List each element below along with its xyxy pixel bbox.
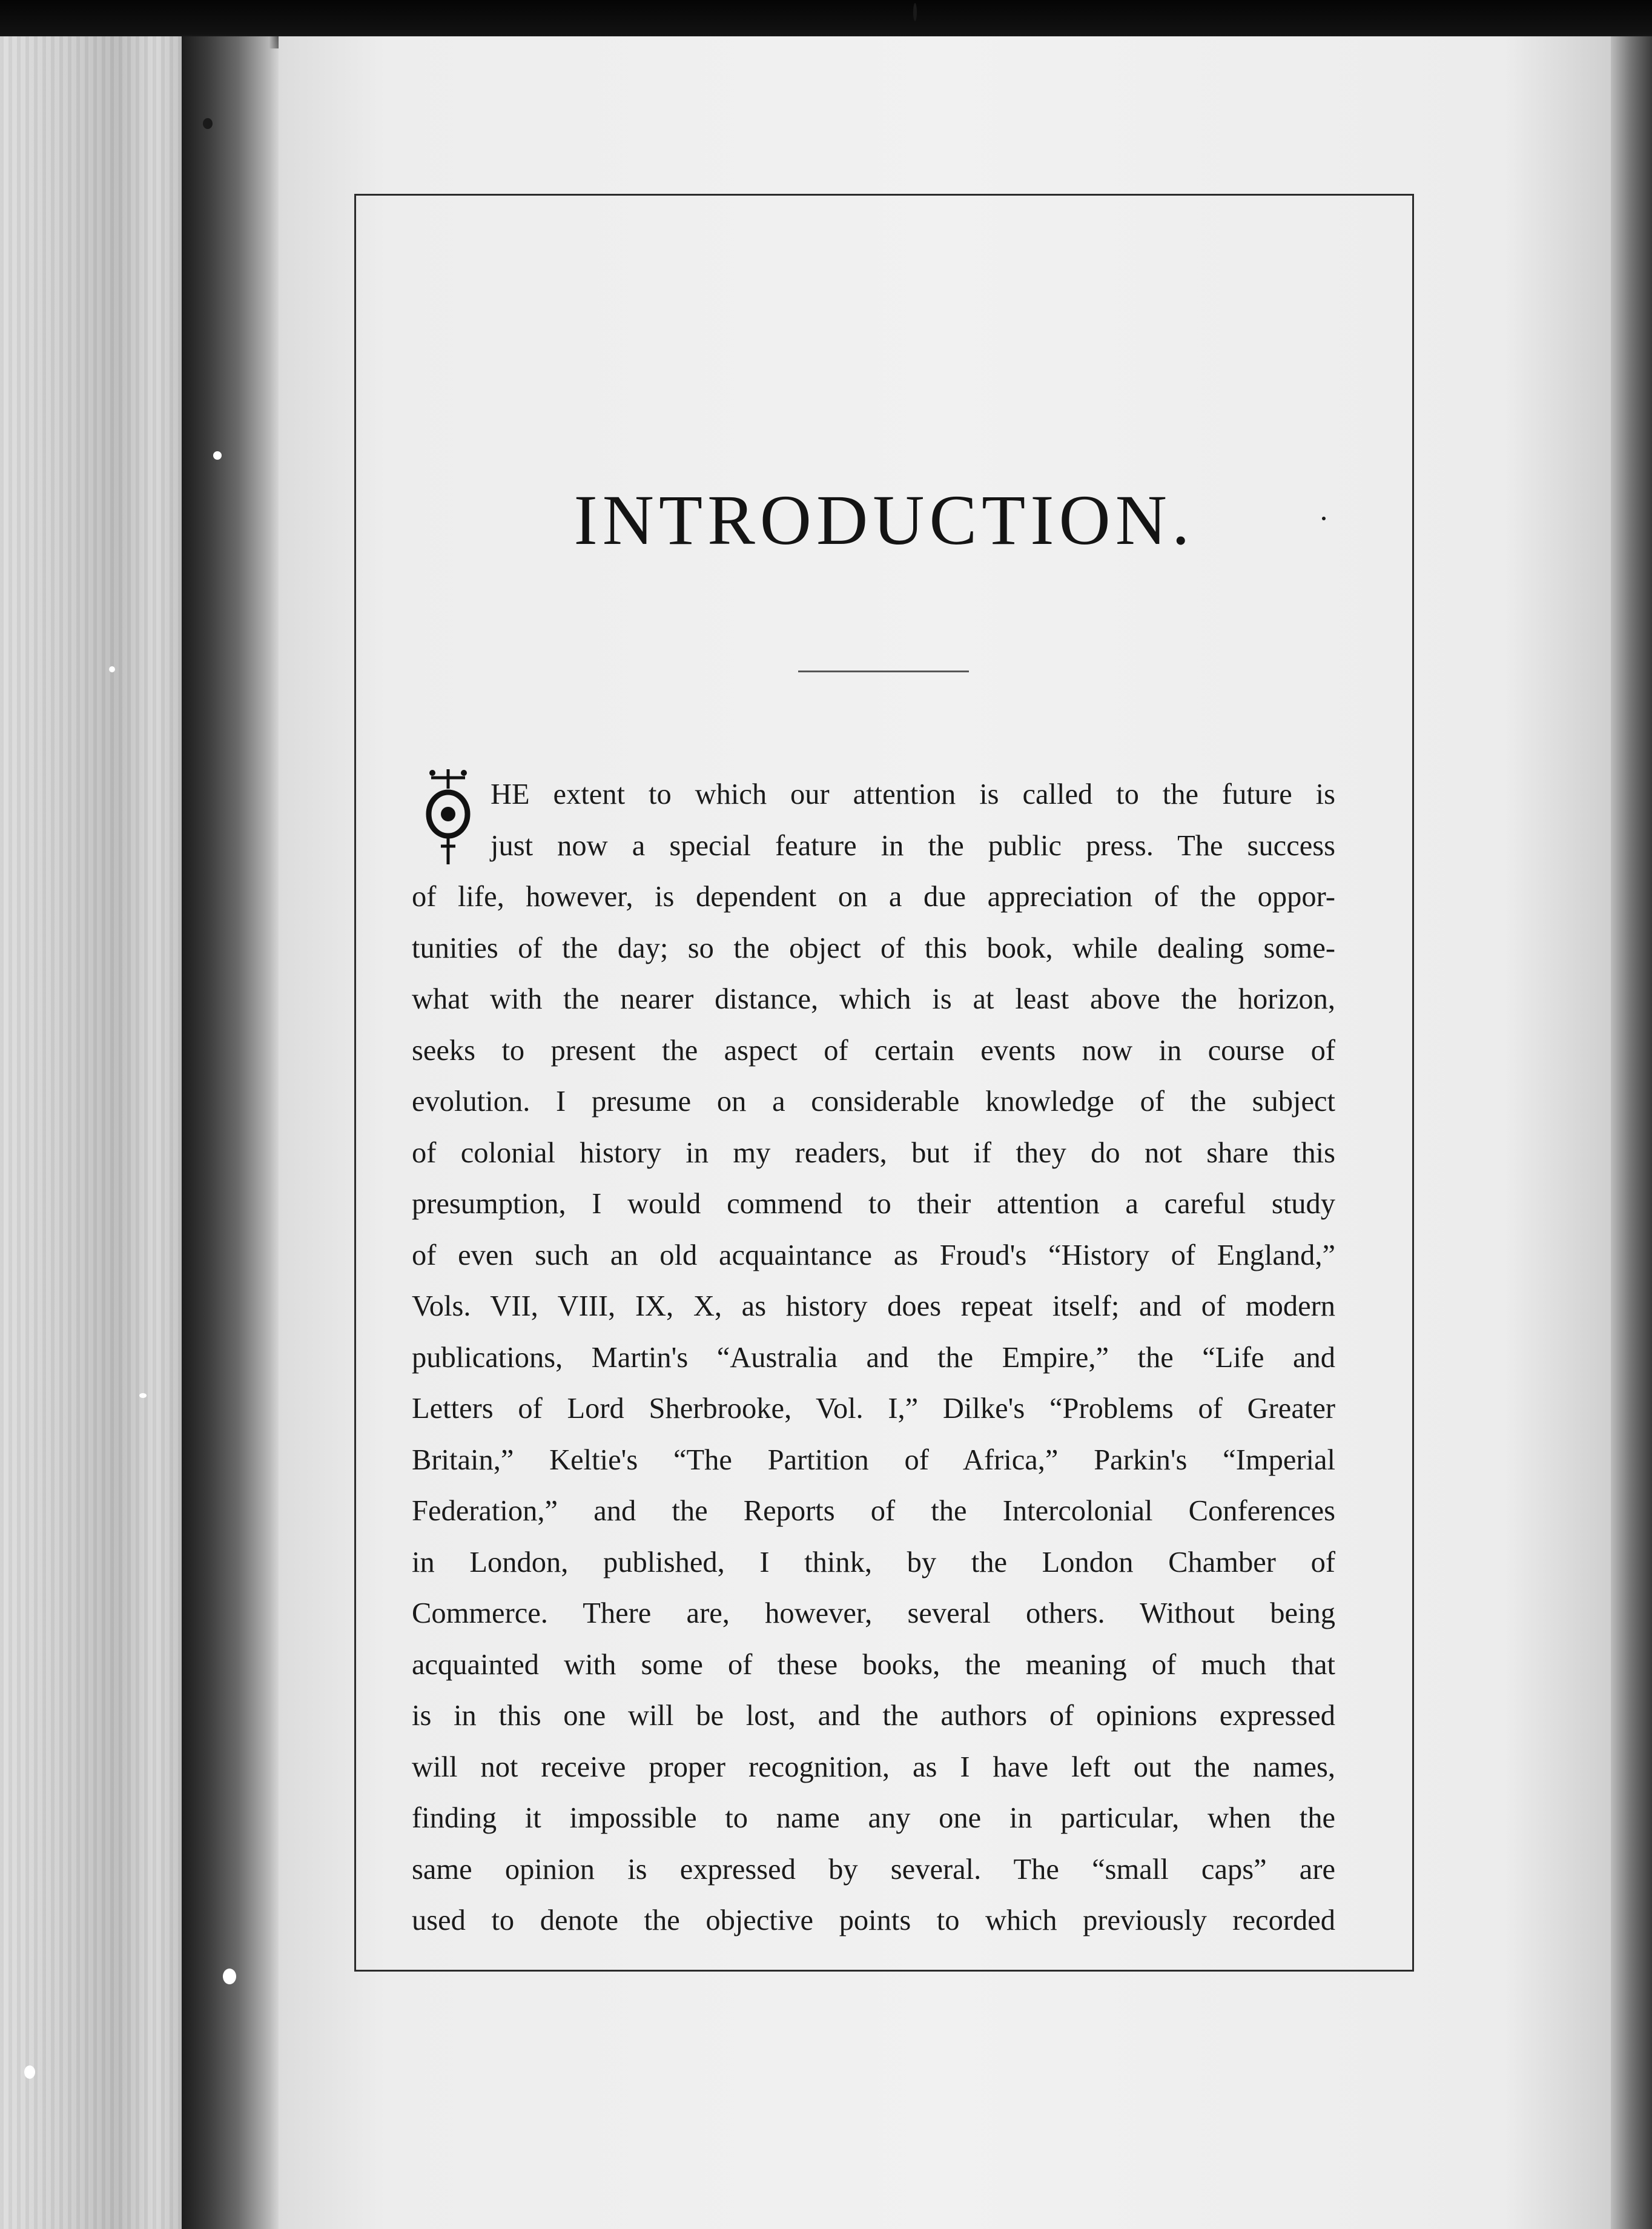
text-line: evolution. I presume on a considerable knowledge of the subject xyxy=(412,1085,1335,1118)
scan-speck xyxy=(223,1969,236,1984)
text-line: finding it impossible to name any one in particular, when the xyxy=(412,1802,1335,1834)
scan-speck xyxy=(139,1393,147,1398)
scan-speck xyxy=(109,666,115,672)
text-line: is in this one will be lost, and the authors of opinions expressed xyxy=(412,1700,1335,1732)
text-line: acquainted with some of these books, the meaning of much that xyxy=(412,1648,1335,1681)
text-line: of even such an old acquaintance as Froud's “History of England,” xyxy=(412,1239,1335,1271)
binding-shadow xyxy=(182,36,285,2229)
text-line: presumption, I would commend to their attention a careful study xyxy=(412,1188,1335,1220)
scan-speck xyxy=(213,451,222,460)
text-line: used to denote the objective points to which previously recorded xyxy=(412,1904,1335,1936)
text-line: of colonial history in my readers, but if they do not share this xyxy=(412,1136,1335,1169)
text-line: Vols. VII, VIII, IX, X, as history does repeat itself; and of modern xyxy=(412,1290,1335,1322)
scan-speck xyxy=(203,118,213,129)
text-line: Federation,” and the Reports of the Intercolonial Conferences xyxy=(412,1495,1335,1527)
page-title: INTRODUCTION. xyxy=(573,480,1195,560)
torn-binding-strip xyxy=(0,36,194,2229)
title-divider xyxy=(798,671,969,672)
text-line: Letters of Lord Sherbrooke, Vol. I,” Dilke's “Problems of Greater xyxy=(412,1393,1335,1425)
text-line: Commerce. There are, however, several others. Without being xyxy=(412,1597,1335,1629)
text-line: will not receive proper recognition, as I have left out the names, xyxy=(412,1750,1335,1783)
scan-speck xyxy=(913,3,917,21)
page-right-edge xyxy=(1611,36,1652,2229)
text-line: of life, however, is dependent on a due appreciation of the oppor- xyxy=(412,881,1335,913)
text-line: just now a special feature in the public press. The success xyxy=(491,829,1335,862)
text-line: what with the nearer distance, which is at least above the horizon, xyxy=(412,983,1335,1015)
text-line: tunities of the day; so the object of this book, while dealing some- xyxy=(412,932,1335,964)
text-line: same opinion is expressed by several. The “small caps” are xyxy=(412,1853,1335,1886)
text-line: in London, published, I think, by the London Chamber of xyxy=(412,1546,1335,1578)
text-line: seeks to present the aspect of certain events now in course of xyxy=(412,1034,1335,1067)
scan-speck xyxy=(24,2065,35,2079)
text-line: HE extent to which our attention is called to the future is xyxy=(491,778,1335,810)
text-line: Britain,” Keltie's “The Partition of Africa,” Parkin's “Imperial xyxy=(412,1443,1335,1476)
introduction-body-text xyxy=(412,769,1335,1947)
text-line: publications, Martin's “Australia and the Empire,” the “Life and xyxy=(412,1341,1335,1374)
